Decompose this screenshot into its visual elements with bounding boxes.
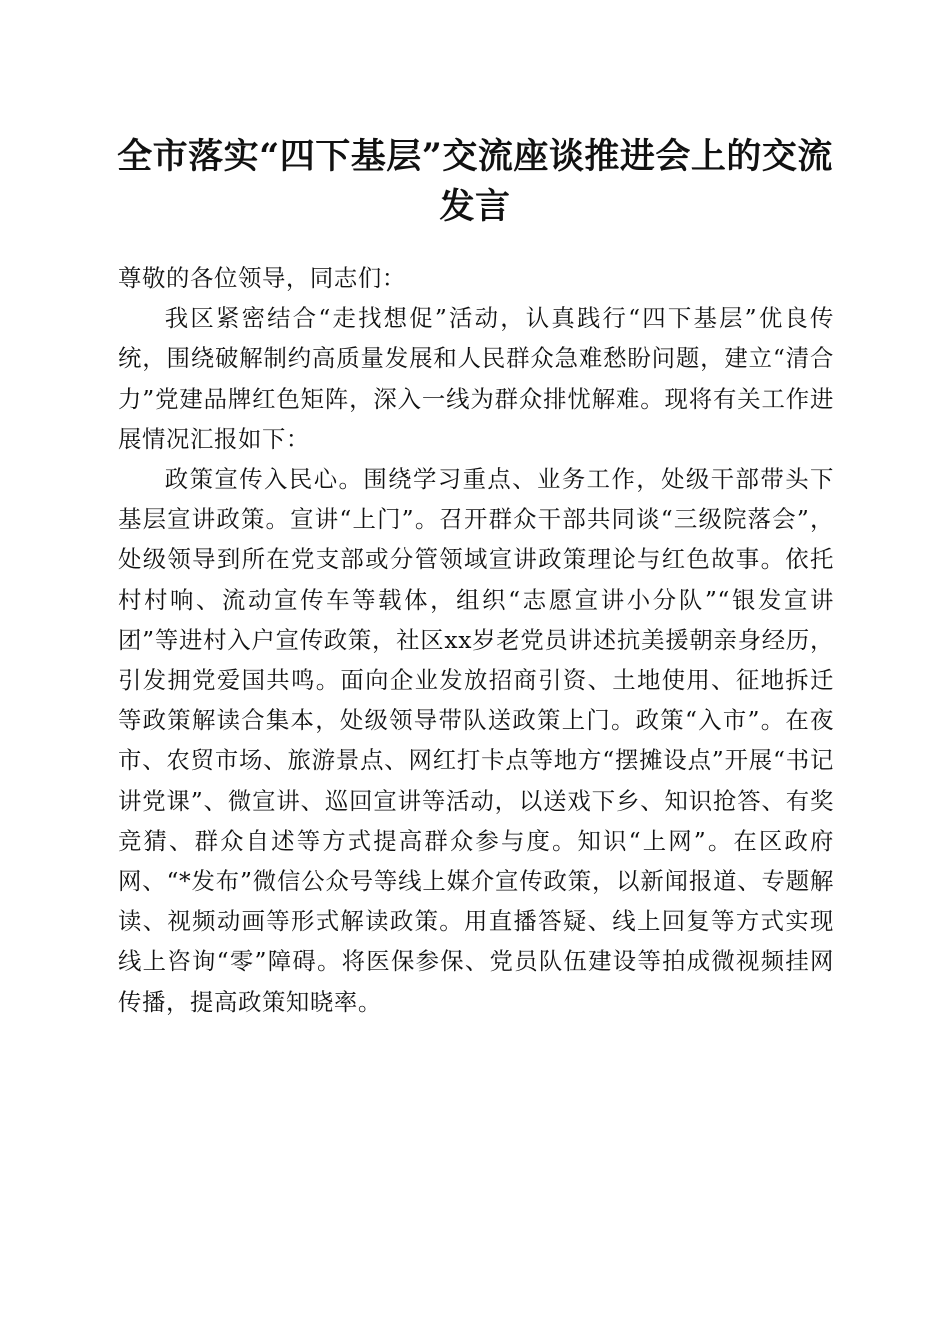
paragraph-intro: 我区紧密结合“走找想促”活动，认真践行“四下基层”优良传统，围绕破解制约高质量发展和人民群众急难愁盼问题，建立“清合力”党建品牌红色矩阵，深入一线为群众排忧解难。现将有关工作进展情况汇报如下：	[118, 304, 834, 453]
salutation: 尊敬的各位领导，同志们：	[118, 264, 406, 292]
document-body	[118, 258, 834, 1022]
paragraph-policy-publicity: 政策宣传入民心。围绕学习重点、业务工作，处级干部带头下基层宣讲政策。宣讲“上门”。召开群众干部共同谈“三级院落会”，处级领导到所在党支部或分管领域宣讲政策理论与红色故事。依托村村响、流动宣传车等载体，组织“志愿宣讲小分队”“银发宣讲团”等进村入户宣传政策，社区xx岁老党员讲述抗美援朝亲身经历，引发拥党爱国共鸣。面向企业发放招商引资、土地使用、征地拆迁等政策解读合集本，处级领导带队送政策上门。政策“入市”。在夜市、农贸市场、旅游景点、网红打卡点等地方“摆摊设点”开展“书记讲党课”、微宣讲、巡回宣讲等活动，以送戏下乡、知识抢答、有奖竞猜、群众自述等方式提高群众参与度。知识“上网”。在区政府网、“*发布”微信公众号等线上媒介宣传政策，以新闻报道、专题解读、视频动画等形式解读政策。用直播答疑、线上回复等方式实现线上咨询“零”障碍。将医保参保、党员队伍建设等拍成微视频挂网传播，提高政策知晓率。	[118, 465, 834, 1016]
document-title: 全市落实“四下基层”交流座谈推进会上的交流发言	[117, 136, 833, 227]
